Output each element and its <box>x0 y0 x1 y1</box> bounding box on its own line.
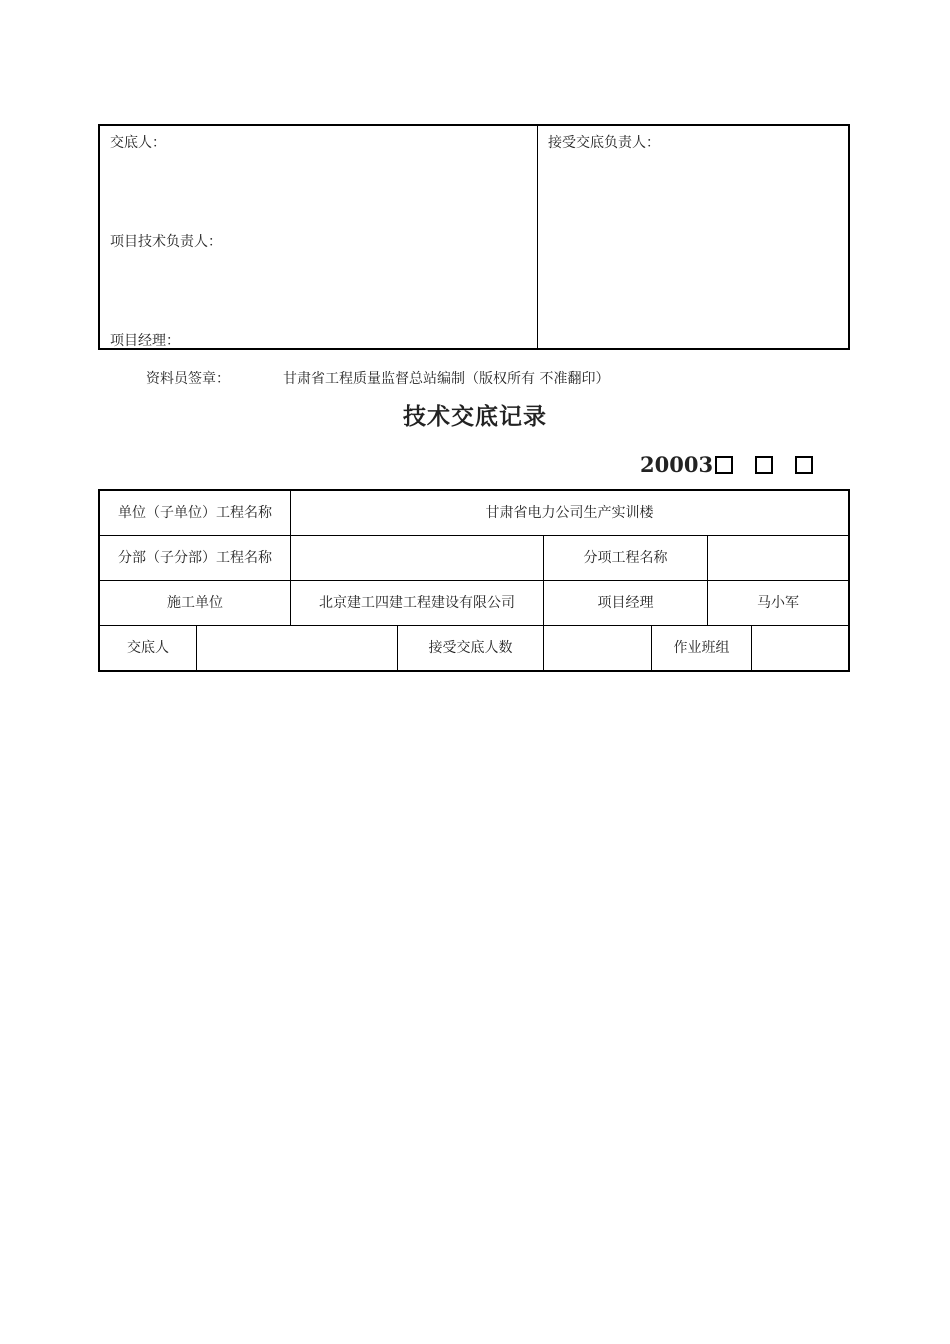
tech-lead-sign-label: 项目技术负责人： <box>110 234 222 250</box>
contractor-label: 施工单位 <box>100 581 291 625</box>
unit-project-label: 单位（子单位）工程名称 <box>100 491 291 535</box>
subitem-value[interactable] <box>708 536 848 580</box>
table-row <box>100 536 848 581</box>
clerk-sign-label: 资料员签章： <box>146 371 230 387</box>
form-code-number: 20003 <box>640 452 714 477</box>
manager-sign-label: 项目经理： <box>110 333 180 349</box>
presenter-sign-label: 交底人： <box>110 135 166 151</box>
receivers-count-label: 接受交底人数 <box>398 626 544 670</box>
page-title: 技术交底记录 <box>403 404 547 430</box>
signature-box <box>98 124 850 350</box>
form-code-box-1[interactable] <box>715 456 733 474</box>
division-value[interactable] <box>291 536 544 580</box>
table-row <box>100 626 848 670</box>
pm-label: 项目经理 <box>544 581 708 625</box>
signature-right-panel <box>538 126 848 348</box>
pm-value[interactable]: 马小军 <box>757 595 799 611</box>
presenter-value[interactable] <box>197 626 398 670</box>
form-code-box-3[interactable] <box>795 456 813 474</box>
form-code-box-2[interactable] <box>755 456 773 474</box>
publisher-note: 甘肃省工程质量监督总站编制（版权所有 不准翻印） <box>283 371 610 387</box>
form-code <box>640 452 813 477</box>
receivers-count-value[interactable] <box>544 626 652 670</box>
unit-project-value[interactable]: 甘肃省电力公司生产实训楼 <box>485 505 654 521</box>
info-table <box>98 489 850 672</box>
contractor-value[interactable]: 北京建工四建工程建设有限公司 <box>291 581 544 625</box>
signature-left-panel <box>100 126 538 348</box>
presenter-label: 交底人 <box>100 626 197 670</box>
division-label: 分部（子分部）工程名称 <box>100 536 291 580</box>
team-value[interactable] <box>752 626 848 670</box>
team-label: 作业班组 <box>652 626 752 670</box>
table-row <box>100 491 848 536</box>
receiver-sign-label: 接受交底负责人： <box>548 135 660 151</box>
subitem-label: 分项工程名称 <box>544 536 708 580</box>
table-row <box>100 581 848 626</box>
